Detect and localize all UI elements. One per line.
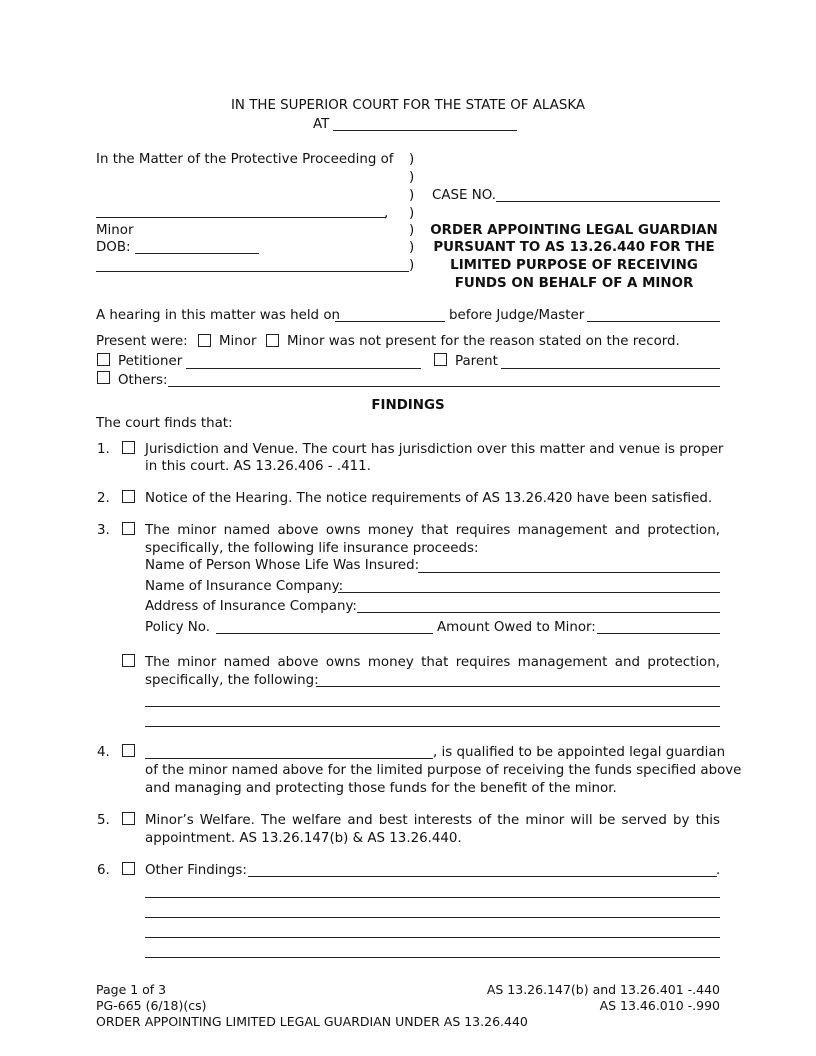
amount-owed-field[interactable]	[597, 633, 720, 634]
caption-paren: )	[409, 258, 415, 273]
other-money-field[interactable]	[316, 686, 720, 687]
finding-number: 3.	[97, 523, 110, 538]
page-number: Page 1 of 3	[96, 982, 167, 997]
finding-number: 4.	[97, 745, 110, 760]
location-field[interactable]	[333, 130, 517, 131]
jurisdiction-checkbox[interactable]	[122, 441, 135, 454]
others-checkbox[interactable]	[97, 371, 110, 384]
finding-number: 1.	[97, 442, 110, 457]
policy-no-field[interactable]	[216, 633, 433, 634]
insured-name-label: Name of Person Whose Life Was Insured:	[145, 558, 420, 573]
welfare-text: Minor’s Welfare. The welfare and best interests of the minor will be served by this	[145, 813, 720, 828]
case-no-label: CASE NO.	[432, 188, 496, 203]
minor-not-present-label: Minor was not present for the reason stated on the record.	[287, 334, 680, 349]
guardian-qualified-text: of the minor named above for the limited purpose of receiving the funds specified above	[145, 763, 742, 778]
finding-number: 5.	[97, 813, 110, 828]
other-findings-field[interactable]	[145, 897, 720, 898]
other-findings-field[interactable]	[145, 917, 720, 918]
other-money-field[interactable]	[145, 726, 720, 727]
other-findings-period: .	[716, 863, 721, 878]
caption-paren: )	[409, 152, 415, 167]
petitioner-field[interactable]	[186, 368, 421, 369]
amount-owed-label: Amount Owed to Minor:	[437, 620, 596, 635]
insured-name-field[interactable]	[418, 572, 720, 573]
other-money-checkbox[interactable]	[122, 654, 135, 667]
findings-heading: FINDINGS	[371, 398, 445, 413]
parent-checkbox[interactable]	[434, 353, 447, 366]
notice-text: Notice of the Hearing. The notice requirements of AS 13.26.420 have been satisfied.	[145, 491, 713, 506]
other-money-text: specifically, the following:	[145, 673, 319, 688]
footer-statute: AS 13.46.010 -.990	[599, 998, 720, 1013]
others-field[interactable]	[168, 386, 720, 387]
findings-intro: The court finds that:	[96, 416, 233, 431]
at-label: AT	[313, 117, 330, 132]
caption-paren: )	[409, 240, 415, 255]
other-findings-label: Other Findings:	[145, 863, 247, 878]
other-money-field[interactable]	[145, 706, 720, 707]
petitioner-label: Petitioner	[118, 354, 183, 369]
present-were-label: Present were:	[96, 334, 188, 349]
parent-field[interactable]	[501, 368, 720, 369]
order-title: FUNDS ON BEHALF OF A MINOR	[454, 276, 694, 291]
guardian-name-field[interactable]	[145, 758, 433, 759]
insurance-company-field[interactable]	[338, 592, 720, 593]
guardian-qualified-text: and managing and protecting those funds for the benefit of the minor.	[145, 781, 617, 796]
minor-label: Minor	[96, 223, 134, 238]
other-money-text: The minor named above owns money that requires management and protection,	[145, 655, 720, 670]
minor-present-label: Minor	[219, 334, 257, 349]
caption-paren: )	[409, 188, 415, 203]
minor-present-checkbox[interactable]	[198, 334, 211, 347]
life-insurance-text: The minor named above owns money that requires management and protection,	[145, 523, 720, 538]
welfare-text: appointment. AS 13.26.147(b) & AS 13.26.440.	[145, 831, 462, 846]
court-heading: IN THE SUPERIOR COURT FOR THE STATE OF ALASKA	[230, 98, 586, 113]
finding-number: 2.	[97, 491, 110, 506]
hearing-held-label: A hearing in this matter was held on	[96, 308, 340, 323]
hearing-date-field[interactable]	[335, 321, 445, 322]
minor-not-present-checkbox[interactable]	[266, 334, 279, 347]
caption-bottom-line	[96, 271, 409, 272]
form-number: PG-665 (6/18)(cs)	[96, 998, 207, 1013]
jurisdiction-text: in this court. AS 13.26.406 - .411.	[145, 459, 371, 474]
notice-checkbox[interactable]	[122, 490, 135, 503]
case-no-field[interactable]	[496, 201, 720, 202]
caption-paren: )	[409, 170, 415, 185]
dob-field[interactable]	[135, 253, 259, 254]
guardian-qualified-checkbox[interactable]	[122, 744, 135, 757]
comma: ,	[384, 206, 389, 221]
insurance-address-field[interactable]	[357, 612, 720, 613]
others-label: Others:	[118, 373, 168, 388]
finding-number: 6.	[97, 863, 110, 878]
jurisdiction-text: Jurisdiction and Venue. The court has jurisdiction over this matter and venue is proper	[145, 442, 724, 457]
policy-no-label: Policy No.	[145, 620, 211, 635]
dob-label: DOB:	[96, 240, 131, 255]
other-findings-field[interactable]	[145, 937, 720, 938]
order-title: PURSUANT TO AS 13.26.440 FOR THE	[433, 240, 715, 255]
insurance-company-label: Name of Insurance Company:	[145, 579, 344, 594]
footer-statute: AS 13.26.147(b) and 13.26.401 -.440	[486, 982, 720, 997]
life-insurance-text: specifically, the following life insurance proceeds:	[145, 541, 479, 556]
caption-paren: )	[409, 223, 415, 238]
other-findings-checkbox[interactable]	[122, 862, 135, 875]
petitioner-checkbox[interactable]	[97, 353, 110, 366]
before-judge-label: before Judge/Master	[449, 308, 585, 323]
order-title: ORDER APPOINTING LEGAL GUARDIAN	[430, 223, 718, 238]
other-findings-field[interactable]	[145, 957, 720, 958]
minor-name-field[interactable]	[96, 217, 386, 218]
caption-paren: )	[409, 206, 415, 221]
parent-label: Parent	[455, 354, 498, 369]
welfare-checkbox[interactable]	[122, 812, 135, 825]
guardian-qualified-text: , is qualified to be appointed legal guardian	[433, 745, 726, 760]
matter-label: In the Matter of the Protective Proceeding of	[96, 152, 394, 167]
insurance-address-label: Address of Insurance Company:	[145, 599, 357, 614]
order-title: LIMITED PURPOSE OF RECEIVING	[450, 258, 698, 273]
life-insurance-checkbox[interactable]	[122, 522, 135, 535]
other-findings-field[interactable]	[248, 876, 717, 877]
judge-field[interactable]	[587, 321, 720, 322]
footer-title: ORDER APPOINTING LIMITED LEGAL GUARDIAN UNDER AS 13.26.440	[96, 1014, 528, 1029]
